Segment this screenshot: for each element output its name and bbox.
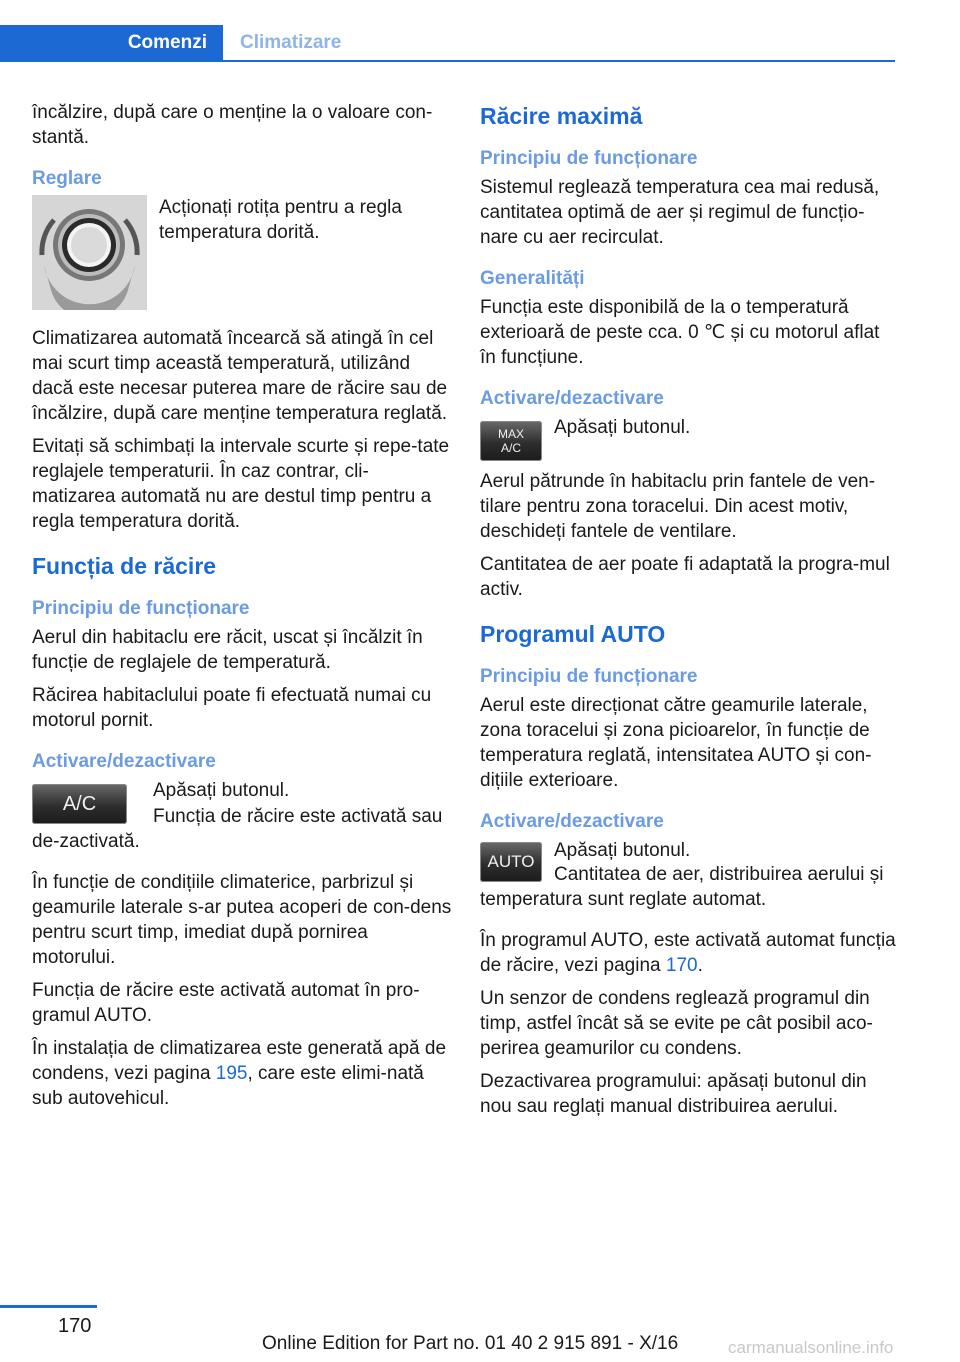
paragraph-aer-2: Cantitatea de aer poate fi adaptată la progra-mul activ. xyxy=(480,554,890,600)
max-label: MAX xyxy=(497,427,524,441)
paragraph-dezactivare: Dezactivarea programului: apăsați butonul din nou sau reglați manual distribuirea aerului. xyxy=(480,1071,867,1117)
heading-activare-r: Activare/dezactivare xyxy=(480,388,664,409)
paragraph-condens-3 xyxy=(32,1036,452,1111)
paragraph-aer-1: Aerul pătrunde în habitaclu prin fantele de ven-tilare pentru zona toracelui. Din acest motiv, deschideți fantele de ventilare. xyxy=(480,471,876,542)
heading-reglare: Reglare xyxy=(32,168,102,189)
reglare-text: Acționați rotița pentru a regla temperatura dorită. xyxy=(159,197,402,243)
heading-generalitati: Generalități xyxy=(480,268,585,289)
paragraph-auto-1: Climatizarea automată încearcă să atingă în cel mai scurt timp această temperatură, utilizând dacă este necesar puterea mare de răcire sau de încălzire, după care menține temperatura reglată. xyxy=(32,328,448,424)
header-divider xyxy=(0,60,895,62)
paragraph-condens-1: În funcție de condițiile climaterice, parbrizul și geamurile laterale s-ar putea acoperi de con-dens pentru scurt timp, imediat după pornirea motorului. xyxy=(32,872,452,968)
condens-3-text-b: , care este elimi-nată sub autovehicul. xyxy=(32,1063,424,1109)
paragraph-program xyxy=(480,928,900,978)
paragraph-intro: încălzire, după care o menține la o valoare con-stantă. xyxy=(32,102,433,148)
heading-programul-auto: Programul AUTO xyxy=(480,621,666,647)
right-column xyxy=(480,100,900,1127)
tab-comenzi-label: Comenzi xyxy=(127,31,207,53)
watermark-text: carmanualsonline.info xyxy=(728,1338,894,1357)
program-text-b: . xyxy=(697,955,703,976)
paragraph-auto-principiu: Aerul este direcționat către geamurile laterale, zona toracelui și zona picioarelor, în funcție de temperatura reglată, intensitatea AUTO și con-dițiile exterioare. xyxy=(480,695,872,791)
paragraph-condens-2: Funcția de răcire este activată automat în pro-gramul AUTO. xyxy=(32,980,420,1026)
paragraph-senzor: Un senzor de condens reglează programul din timp, astfel încât să se evite pe cât posibil aco-perirea geamurilor cu condens. xyxy=(480,988,873,1059)
heading-functia-racire: Funcția de răcire xyxy=(32,553,217,579)
program-text-a: În programul AUTO, este activată automat funcția de răcire, vezi pagina xyxy=(480,930,896,976)
paragraph-principiu-1: Aerul din habitaclu ere răcit, uscat și încălzit în funcție de reglajele de temperatură. xyxy=(32,627,423,673)
paragraph-principiu-r: Sistemul reglează temperatura cea mai redusă, cantitatea optimă de aer și regimul de funcțio-nare cu aer recirculat. xyxy=(480,177,880,248)
rotary-knob-icon xyxy=(32,195,147,310)
auto-button-image: AUTO xyxy=(480,842,542,882)
tab-climatizare[interactable]: Climatizare xyxy=(240,32,342,53)
paragraph-auto-2: Evitați să schimbați la intervale scurte și repe-tate reglajele temperaturii. În caz contrar, cli-matizarea automată nu are destul timp pentru a regla temperatura dorită. xyxy=(32,436,450,532)
page-link-170[interactable]: 170 xyxy=(665,955,698,976)
auto-text-2: Cantitatea de aer, distribuirea aerului și temperatura sunt reglate automat. xyxy=(480,864,884,910)
left-column xyxy=(32,100,452,1119)
heading-principiu: Principiu de funcționare xyxy=(32,598,250,619)
max-ac-label: A/C xyxy=(500,441,521,455)
condens-3-text-a: În instalația de climatizarea este generată apă de condens, vezi pagina xyxy=(32,1038,447,1084)
page-number: 170 xyxy=(58,1315,92,1337)
auto-text-1: Apăsați butonul. xyxy=(554,840,691,861)
header-tabbar xyxy=(0,25,895,62)
heading-activare-auto: Activare/dezactivare xyxy=(480,811,664,832)
reglare-figure-row xyxy=(32,195,452,310)
paragraph-principiu-2: Răcirea habitaclului poate fi efectuată numai cu motorul pornit. xyxy=(32,685,432,731)
tab-comenzi[interactable] xyxy=(0,25,223,60)
edition-text: Online Edition for Part no. 01 40 2 915 891 - X/16 xyxy=(262,1333,679,1354)
paragraph-generalitati: Funcția este disponibilă de la o temperatură exterioară de peste cca. 0 ℃ și cu motorul aflat în funcțiune. xyxy=(480,297,880,368)
max-ac-figure-row xyxy=(480,415,900,461)
max-ac-text: Apăsați butonul. xyxy=(554,417,691,438)
page-link-195[interactable]: 195 xyxy=(215,1063,248,1084)
ac-button-image: A/C xyxy=(32,784,127,824)
heading-principiu-r: Principiu de funcționare xyxy=(480,148,698,169)
heading-principiu-auto: Principiu de funcționare xyxy=(480,666,698,687)
footer-accent-line xyxy=(0,1305,97,1308)
ac-text-1: Apăsați butonul. xyxy=(153,780,290,801)
ac-text-2: Funcția de răcire este activată sau de-zactivată. xyxy=(32,806,443,852)
heading-activare: Activare/dezactivare xyxy=(32,751,216,772)
temperature-knob-image xyxy=(32,195,147,310)
heading-racire-maxima: Răcire maximă xyxy=(480,103,643,129)
max-ac-button-image xyxy=(480,421,542,461)
